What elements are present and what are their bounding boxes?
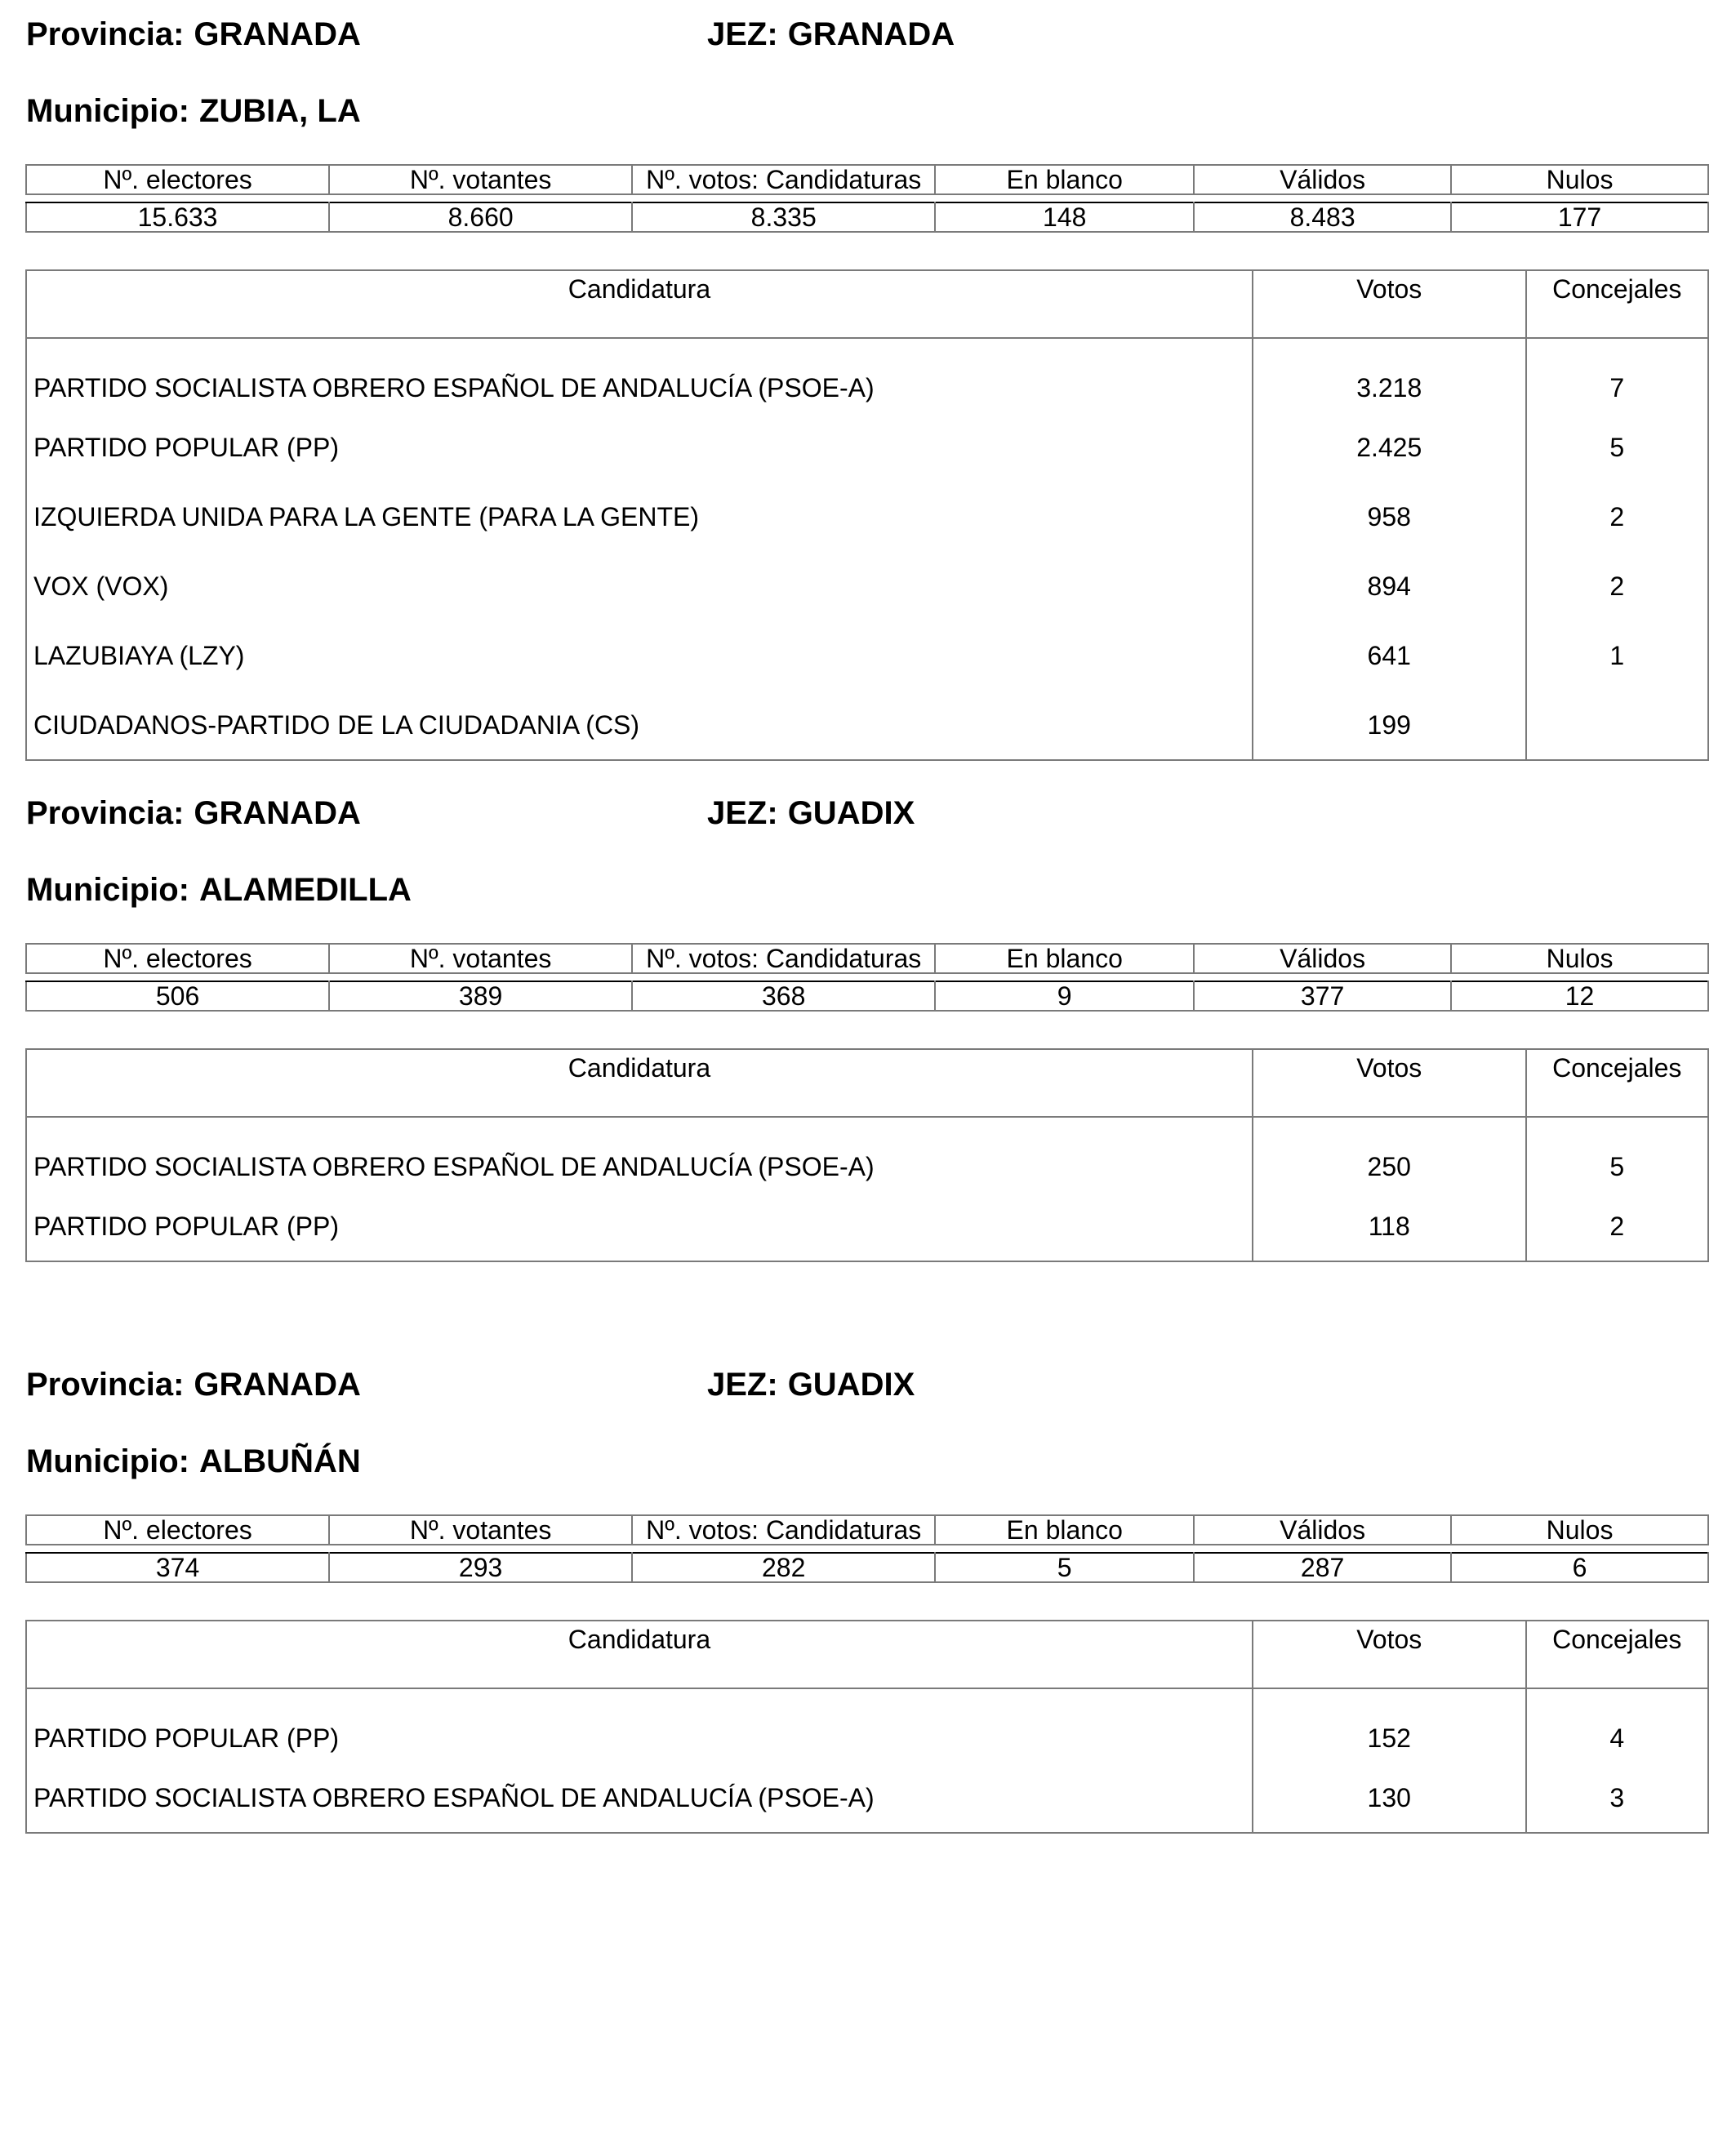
candidate-row [26, 412, 1708, 482]
candidate-seats: 1 [1526, 620, 1708, 690]
candidate-row [26, 620, 1708, 690]
stats-value-cell: 377 [1194, 981, 1451, 1011]
candidates-table [25, 269, 1709, 761]
stats-header-row [26, 1515, 1708, 1545]
municipio-value: ZUBIA, LA [198, 93, 361, 129]
municipio-line [26, 1442, 361, 1481]
stats-header-cell: Nº. votos: Candidaturas [632, 165, 935, 194]
stats-header-cell: Nº. votantes [329, 944, 632, 973]
stats-gap [26, 973, 1708, 981]
stats-header-cell: Nº. electores [26, 165, 329, 194]
provincia-field [26, 794, 361, 833]
candidate-seats: 2 [1526, 1191, 1708, 1261]
stats-table [25, 1514, 1709, 1583]
stats-header-cell: Nulos [1451, 165, 1708, 194]
candidatura-header: Candidatura [26, 270, 1253, 338]
candidates-header-row [26, 1049, 1708, 1117]
stats-value-cell: 374 [26, 1553, 329, 1582]
candidate-seats [1526, 690, 1708, 760]
candidate-row [26, 690, 1708, 760]
candidate-votes: 130 [1253, 1763, 1526, 1833]
stats-value-cell: 177 [1451, 202, 1708, 232]
municipio-label: Municipio: [26, 872, 189, 908]
candidatura-header: Candidatura [26, 1049, 1253, 1117]
municipio-label: Municipio: [26, 1443, 189, 1479]
provincia-label: Provincia: [26, 795, 185, 831]
candidate-votes: 958 [1253, 482, 1526, 551]
provincia-label: Provincia: [26, 1367, 185, 1403]
stats-value-cell: 15.633 [26, 202, 329, 232]
stats-header-cell: En blanco [935, 165, 1194, 194]
candidate-name: VOX (VOX) [26, 551, 1253, 620]
provincia-line [26, 794, 915, 833]
provincia-value: GRANADA [194, 16, 361, 52]
stats-header-cell: Nulos [1451, 944, 1708, 973]
stats-value-cell: 506 [26, 981, 329, 1011]
candidate-seats: 2 [1526, 551, 1708, 620]
stats-header-row [26, 944, 1708, 973]
stats-header-cell: Nº. electores [26, 944, 329, 973]
municipio-label: Municipio: [26, 93, 189, 129]
candidate-seats: 2 [1526, 482, 1708, 551]
provincia-value: GRANADA [194, 795, 361, 831]
provincia-line [26, 15, 955, 54]
candidates-header-row [26, 270, 1708, 338]
candidates-table [25, 1048, 1709, 1262]
candidate-row [26, 1117, 1708, 1191]
stats-gap [26, 194, 1708, 202]
candidate-seats: 5 [1526, 412, 1708, 482]
provincia-field [26, 15, 361, 54]
stats-value-cell: 9 [935, 981, 1194, 1011]
candidate-row [26, 1191, 1708, 1261]
stats-header-cell: Nulos [1451, 1515, 1708, 1545]
candidate-seats: 7 [1526, 338, 1708, 412]
stats-value-cell: 12 [1451, 981, 1708, 1011]
jez-label: JEZ: [707, 1367, 778, 1403]
stats-value-cell: 8.335 [632, 202, 935, 232]
stats-values-row [26, 202, 1708, 232]
stats-header-cell: En blanco [935, 944, 1194, 973]
votos-header: Votos [1253, 1621, 1526, 1688]
jez-value: GUADIX [787, 1367, 915, 1403]
candidate-name: PARTIDO POPULAR (PP) [26, 412, 1253, 482]
candidate-votes: 199 [1253, 690, 1526, 760]
candidate-seats: 5 [1526, 1117, 1708, 1191]
candidate-votes: 152 [1253, 1688, 1526, 1763]
candidate-seats: 3 [1526, 1763, 1708, 1833]
jez-label: JEZ: [707, 16, 778, 52]
votos-header: Votos [1253, 270, 1526, 338]
municipio-value: ALAMEDILLA [198, 872, 412, 908]
stats-gap-cell [26, 1545, 1708, 1553]
jez-value: GUADIX [787, 795, 915, 831]
provincia-value: GRANADA [194, 1367, 361, 1403]
stats-value-cell: 6 [1451, 1553, 1708, 1582]
stats-table [25, 164, 1709, 233]
candidate-votes: 641 [1253, 620, 1526, 690]
stats-value-cell: 293 [329, 1553, 632, 1582]
provincia-label: Provincia: [26, 16, 185, 52]
jez-field [707, 1365, 915, 1404]
candidate-row [26, 1688, 1708, 1763]
jez-label: JEZ: [707, 795, 778, 831]
candidate-name: IZQUIERDA UNIDA PARA LA GENTE (PARA LA GENTE) [26, 482, 1253, 551]
candidate-name: PARTIDO POPULAR (PP) [26, 1688, 1253, 1763]
municipio-line [26, 91, 361, 131]
provincia-line [26, 1365, 915, 1404]
candidate-votes: 2.425 [1253, 412, 1526, 482]
stats-value-cell: 368 [632, 981, 935, 1011]
candidate-name: PARTIDO SOCIALISTA OBRERO ESPAÑOL DE ANDALUCÍA (PSOE-A) [26, 338, 1253, 412]
stats-gap [26, 1545, 1708, 1553]
stats-value-cell: 389 [329, 981, 632, 1011]
candidatura-header: Candidatura [26, 1621, 1253, 1688]
stats-header-cell: Nº. electores [26, 1515, 329, 1545]
candidate-name: PARTIDO SOCIALISTA OBRERO ESPAÑOL DE ANDALUCÍA (PSOE-A) [26, 1117, 1253, 1191]
stats-header-cell: Nº. votos: Candidaturas [632, 1515, 935, 1545]
candidate-name: PARTIDO SOCIALISTA OBRERO ESPAÑOL DE ANDALUCÍA (PSOE-A) [26, 1763, 1253, 1833]
municipio-value: ALBUÑÁN [198, 1443, 361, 1479]
candidate-row [26, 1763, 1708, 1833]
candidate-row [26, 482, 1708, 551]
candidate-row [26, 551, 1708, 620]
stats-value-cell: 5 [935, 1553, 1194, 1582]
concejales-header: Concejales [1526, 1049, 1708, 1117]
candidate-name: PARTIDO POPULAR (PP) [26, 1191, 1253, 1261]
municipio-line [26, 870, 412, 909]
stats-table [25, 943, 1709, 1012]
candidate-votes: 250 [1253, 1117, 1526, 1191]
candidates-table [25, 1620, 1709, 1834]
stats-values-row [26, 1553, 1708, 1582]
candidate-votes: 894 [1253, 551, 1526, 620]
stats-header-cell: Nº. votantes [329, 1515, 632, 1545]
stats-value-cell: 8.483 [1194, 202, 1451, 232]
stats-header-row [26, 165, 1708, 194]
candidates-header-row [26, 1621, 1708, 1688]
candidate-name: LAZUBIAYA (LZY) [26, 620, 1253, 690]
candidate-name: CIUDADANOS-PARTIDO DE LA CIUDADANIA (CS) [26, 690, 1253, 760]
stats-values-row [26, 981, 1708, 1011]
stats-value-cell: 148 [935, 202, 1194, 232]
stats-header-cell: Válidos [1194, 944, 1451, 973]
jez-field [707, 794, 915, 833]
stats-gap-cell [26, 973, 1708, 981]
stats-gap-cell [26, 194, 1708, 202]
stats-value-cell: 282 [632, 1553, 935, 1582]
candidate-seats: 4 [1526, 1688, 1708, 1763]
candidate-row [26, 338, 1708, 412]
stats-header-cell: Válidos [1194, 165, 1451, 194]
stats-value-cell: 8.660 [329, 202, 632, 232]
jez-field [707, 15, 955, 54]
stats-header-cell: En blanco [935, 1515, 1194, 1545]
stats-value-cell: 287 [1194, 1553, 1451, 1582]
stats-header-cell: Nº. votos: Candidaturas [632, 944, 935, 973]
candidate-votes: 118 [1253, 1191, 1526, 1261]
candidate-votes: 3.218 [1253, 338, 1526, 412]
stats-header-cell: Válidos [1194, 1515, 1451, 1545]
votos-header: Votos [1253, 1049, 1526, 1117]
concejales-header: Concejales [1526, 270, 1708, 338]
concejales-header: Concejales [1526, 1621, 1708, 1688]
jez-value: GRANADA [787, 16, 955, 52]
provincia-field [26, 1365, 361, 1404]
stats-header-cell: Nº. votantes [329, 165, 632, 194]
